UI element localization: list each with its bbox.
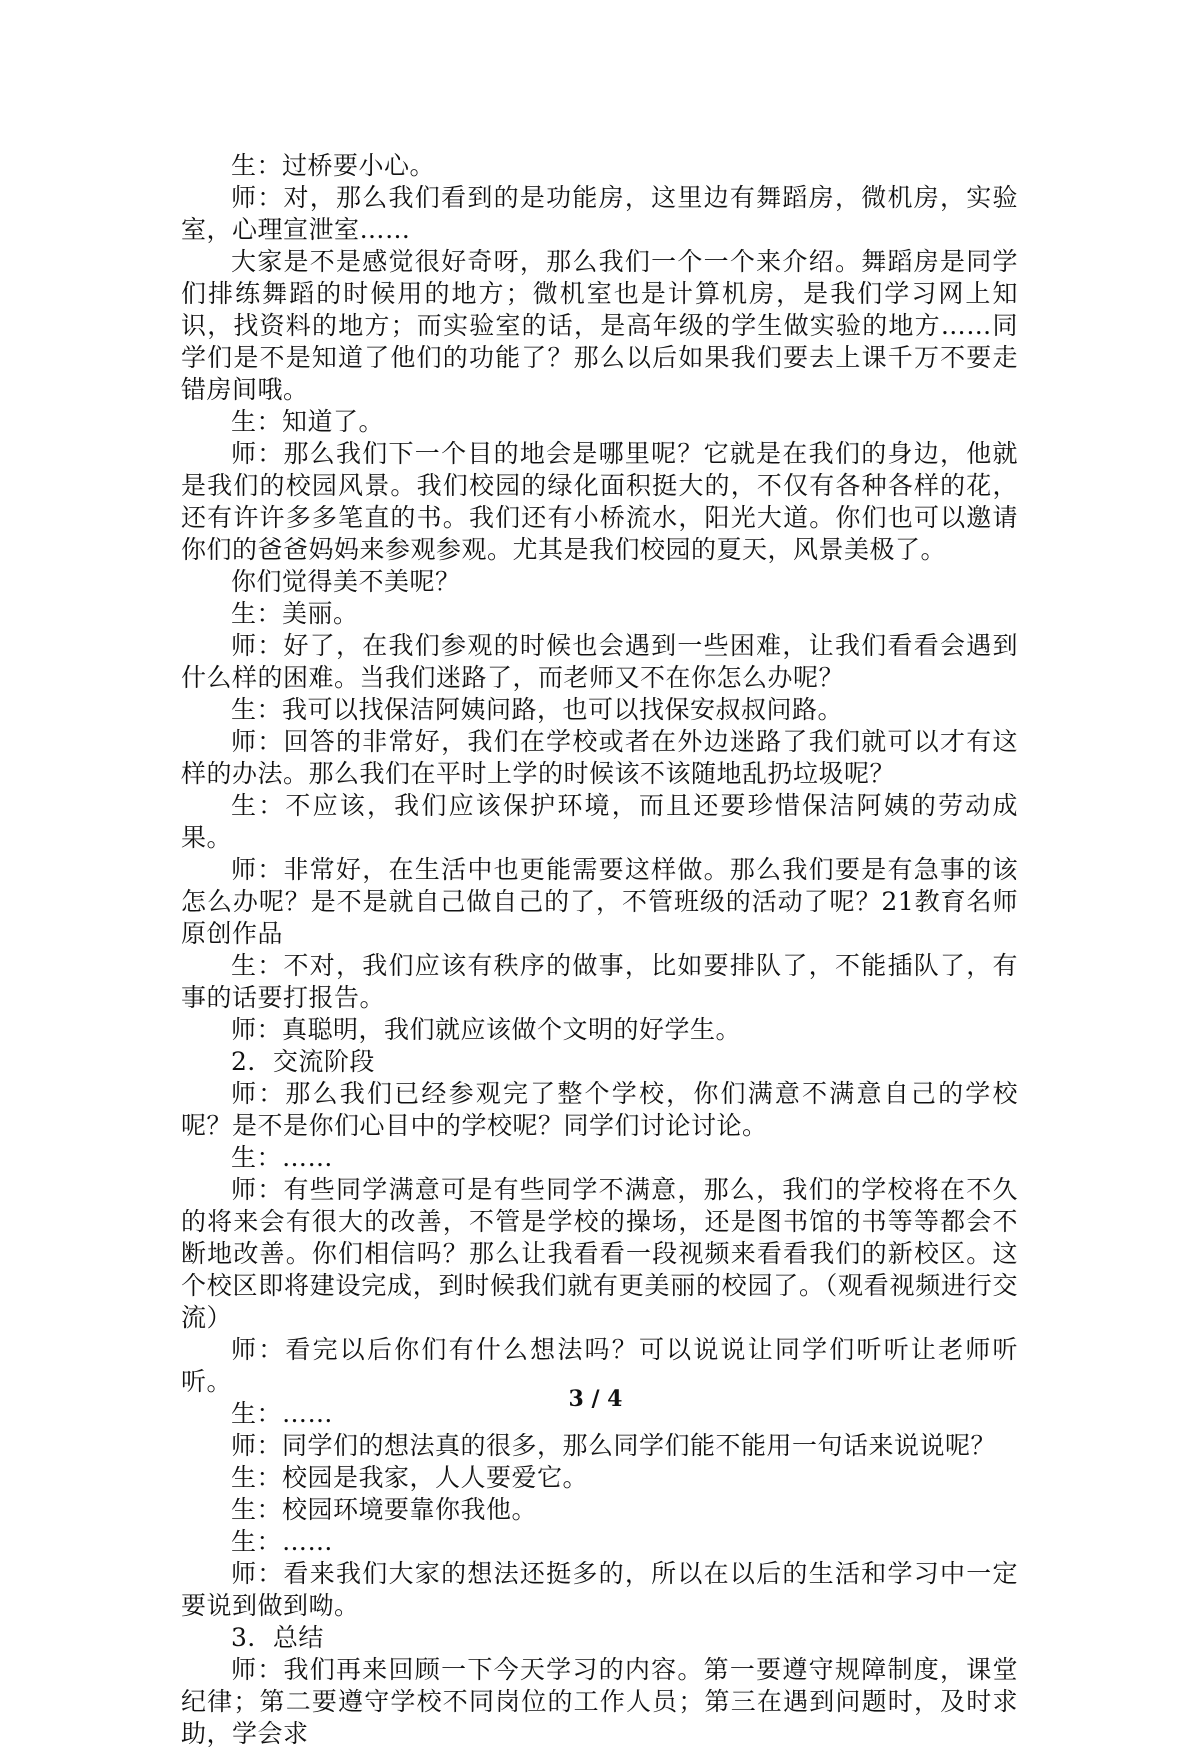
- paragraph: 生：美丽。: [231, 599, 359, 628]
- paragraph: 师：那么我们已经参观完了整个学校，你们满意不满意自己的学校呢？是不是你们心目中的学校呢？同学们讨论讨论。: [181, 1079, 1018, 1140]
- paragraph: 师：非常好，在生活中也更能需要这样做。那么我们要是有急事的该怎么办呢？是不是就自己做自己的了，不管班级的活动了呢？21教育名师原创作品: [181, 855, 1018, 948]
- paragraph: 师：回答的非常好，我们在学校或者在外边迷路了我们就可以才有这样的办法。那么我们在平时上学的时候该不该随地乱扔垃圾呢？: [181, 727, 1018, 788]
- paragraph: 大家是不是感觉很好奇呀，那么我们一个一个来介绍。舞蹈房是同学们排练舞蹈的时候用的地方；微机室也是计算机房，是我们学习网上知识，找资料的地方；而实验室的话，是高年级的学生做实验的地方……同学们是不是知道了他们的功能了？那么以后如果我们要去上课千万不要走错房间哦。: [181, 247, 1018, 404]
- paragraph: 师：看来我们大家的想法还挺多的，所以在以后的生活和学习中一定要说到做到呦。: [181, 1559, 1018, 1620]
- paragraph: 生：……: [231, 1399, 334, 1428]
- paragraph: 师：同学们的想法真的很多，那么同学们能不能用一句话来说说呢？: [231, 1431, 997, 1460]
- page-number: 3 / 4: [568, 1386, 623, 1412]
- paragraph: 生：校园环境要靠你我他。: [231, 1495, 538, 1524]
- section-heading: 2．交流阶段: [231, 1047, 375, 1076]
- paragraph: 师：看完以后你们有什么想法吗？可以说说让同学们听听让老师听听。: [181, 1335, 1018, 1396]
- section-heading: 3．总结: [231, 1623, 324, 1652]
- paragraph: 生：不应该，我们应该保护环境，而且还要珍惜保洁阿姨的劳动成果。: [181, 791, 1018, 852]
- paragraph: 师：那么我们下一个目的地会是哪里呢？它就是在我们的身边，他就是我们的校园风景。我们校园的绿化面积挺大的，不仅有各种各样的花，还有许许多多笔直的书。我们还有小桥流水，阳光大道。你们也可以邀请你们的爸爸妈妈来参观参观。尤其是我们校园的夏天，风景美极了。: [181, 439, 1018, 564]
- paragraph: 师：好了，在我们参观的时候也会遇到一些困难，让我们看看会遇到什么样的困难。当我们迷路了，而老师又不在你怎么办呢？: [181, 631, 1018, 692]
- paragraph: 师：有些同学满意可是有些同学不满意，那么，我们的学校将在不久的将来会有很大的改善，不管是学校的操场，还是图书馆的书等等都会不断地改善。你们相信吗？那么让我看看一段视频来看看我们的新校区。这个校区即将建设完成，到时候我们就有更美丽的校园了。（观看视频进行交流）: [181, 1175, 1018, 1332]
- document-body: [181, 150, 1018, 1750]
- paragraph: 师：我们再来回顾一下今天学习的内容。第一要遵守规障制度，课堂纪律；第二要遵守学校不同岗位的工作人员；第三在遇到问题时，及时求助，学会求: [181, 1655, 1018, 1748]
- paragraph: 生：……: [231, 1527, 334, 1556]
- paragraph: 师：对，那么我们看到的是功能房，这里边有舞蹈房，微机房，实验室，心理宣泄室……: [181, 183, 1018, 244]
- paragraph: 生：我可以找保洁阿姨问路，也可以找保安叔叔问路。: [231, 695, 844, 724]
- paragraph: 生：过桥要小心。: [231, 151, 436, 180]
- paragraph: 生：校园是我家，人人要爱它。: [231, 1463, 589, 1492]
- paragraph: 生：……: [231, 1143, 334, 1172]
- paragraph: 生：不对，我们应该有秩序的做事，比如要排队了，不能插队了，有事的话要打报告。: [181, 951, 1018, 1012]
- paragraph: 生：知道了。: [231, 407, 385, 436]
- paragraph: 师：真聪明，我们就应该做个文明的好学生。: [231, 1015, 742, 1044]
- paragraph: 你们觉得美不美呢？: [231, 567, 461, 596]
